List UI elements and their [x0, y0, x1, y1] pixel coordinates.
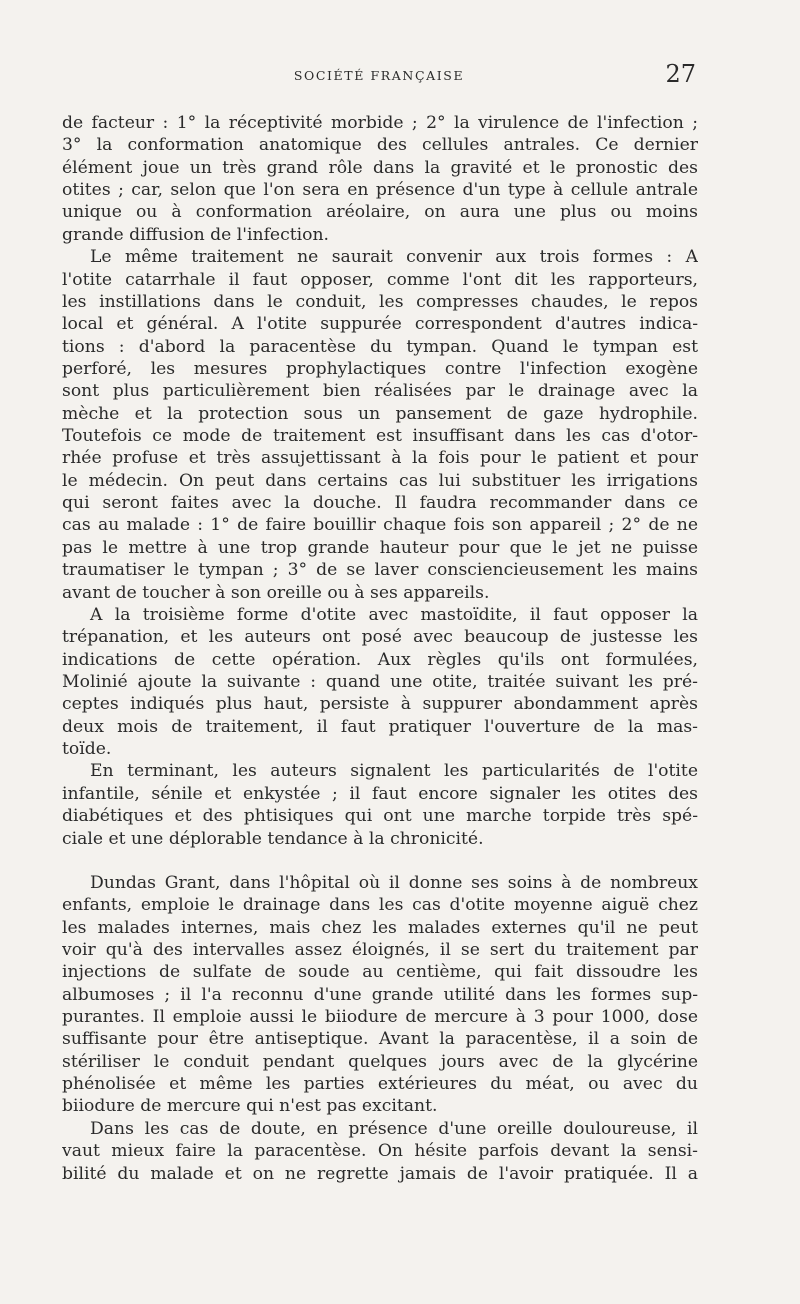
text-line: stériliser le conduit pendant quelques jours avec de la glycérine [62, 1051, 698, 1072]
text-line: Molinié ajoute la suivante : quand une otite, traitée suivant les pré- [62, 671, 698, 692]
text-line: sont plus particulièrement bien réalisées par le drainage avec la [62, 381, 698, 402]
page-number: 27 [665, 60, 696, 88]
text-line: injections de sulfate de soude au centième, qui fait dissoudre les [62, 962, 698, 983]
text-line: A la troisième forme d'otite avec mastoïdite, il faut opposer la [90, 604, 698, 625]
text-line: enfants, emploie le drainage dans les cas d'otite moyenne aiguë chez [62, 895, 698, 916]
text-line: traumatiser le tympan ; 3° de se laver consciencieusement les mains [62, 560, 698, 581]
text-line: élément joue un très grand rôle dans la gravité et le pronostic des [62, 157, 698, 178]
text-line: albumoses ; il l'a reconnu d'une grande utilité dans les formes sup- [62, 984, 698, 1005]
text-line: Dans les cas de doute, en présence d'une oreille douloureuse, il [90, 1118, 698, 1139]
text-line: Le même traitement ne saurait convenir aux trois formes : A [90, 247, 698, 268]
text-line: otites ; car, selon que l'on sera en présence d'un type à cellule antrale [62, 180, 698, 201]
text-line: pas le mettre à une trop grande hauteur pour que le jet ne puisse [62, 537, 698, 558]
text-line: diabétiques et des phtisiques qui ont une marche torpide très spé- [62, 806, 698, 827]
text-line: suffisante pour être antiseptique. Avant la paracentèse, il a soin de [62, 1029, 698, 1050]
text-line: ceptes indiqués plus haut, persiste à suppurer abondamment après [62, 694, 698, 715]
text-line: trépanation, et les auteurs ont posé avec beaucoup de justesse les [62, 627, 698, 648]
text-line: cas au malade : 1° de faire bouillir chaque fois son appareil ; 2° de ne [62, 515, 698, 536]
text-line: ciale et une déplorable tendance à la chronicité. [62, 828, 484, 849]
text-line: 3° la conformation anatomique des cellules antrales. Ce dernier [62, 135, 698, 156]
text-line: le médecin. On peut dans certains cas lui substituer les irrigations [62, 470, 698, 491]
text-line: Dundas Grant, dans l'hôpital où il donne ses soins à de nombreux [90, 872, 698, 893]
text-line: mèche et la protection sous un pansement de gaze hydrophile. [62, 403, 698, 424]
text-line: Toutefois ce mode de traitement est insuffisant dans les cas d'otor- [62, 426, 698, 447]
text-line: grande diffusion de l'infection. [62, 224, 330, 245]
text-line: phénolisée et même les parties extérieures du méat, ou avec du [62, 1074, 698, 1095]
text-line: local et général. A l'otite suppurée correspondent d'autres indica- [62, 314, 698, 335]
text-line: avant de toucher à son oreille ou à ses appareils. [62, 582, 490, 603]
text-line: infantile, sénile et enkystée ; il faut encore signaler les otites des [62, 783, 698, 804]
text-line: perforé, les mesures prophylactiques contre l'infection exogène [62, 358, 698, 379]
text-line: voir qu'à des intervalles assez éloignés, il se sert du traitement par [62, 939, 698, 960]
text-line: vaut mieux faire la paracentèse. On hésite parfois devant la sensi- [62, 1141, 698, 1162]
text-line: les malades internes, mais chez les malades externes qu'il ne peut [62, 917, 698, 938]
running-title: SOCIÉTÉ FRANÇAISE [293, 68, 465, 83]
text-line: les instillations dans le conduit, les compresses chaudes, le repos [62, 291, 698, 312]
text-line: bilité du malade et on ne regrette jamais de l'avoir pratiquée. Il a [62, 1163, 698, 1184]
text-line: tions : d'abord la paracentèse du tympan. Quand le tympan est [62, 336, 698, 357]
text-line: rhée profuse et très assujettissant à la fois pour le patient et pour [62, 448, 698, 469]
text-line: biiodure de mercure qui n'est pas excitant. [62, 1096, 438, 1117]
running-header [62, 60, 696, 90]
text-line: unique ou à conformation aréolaire, on aura une plus ou moins [62, 202, 698, 223]
text-line: toïde. [62, 739, 112, 760]
text-line: qui seront faites avec la douche. Il faudra recommander dans ce [62, 493, 698, 514]
text-line: indications de cette opération. Aux règles qu'ils ont formulées, [62, 649, 698, 670]
body-text [62, 112, 698, 1185]
paragraph-gap [62, 850, 698, 872]
text-line: l'otite catarrhale il faut opposer, comme l'ont dit les rapporteurs, [62, 269, 698, 290]
text-line: purantes. Il emploie aussi le biiodure de mercure à 3 pour 1000, dose [62, 1007, 698, 1028]
text-line: deux mois de traitement, il faut pratiquer l'ouverture de la mas- [62, 716, 698, 737]
text-line: En terminant, les auteurs signalent les particularités de l'otite [90, 761, 698, 782]
text-line: de facteur : 1° la réceptivité morbide ; 2° la virulence de l'infection ; [62, 113, 698, 133]
